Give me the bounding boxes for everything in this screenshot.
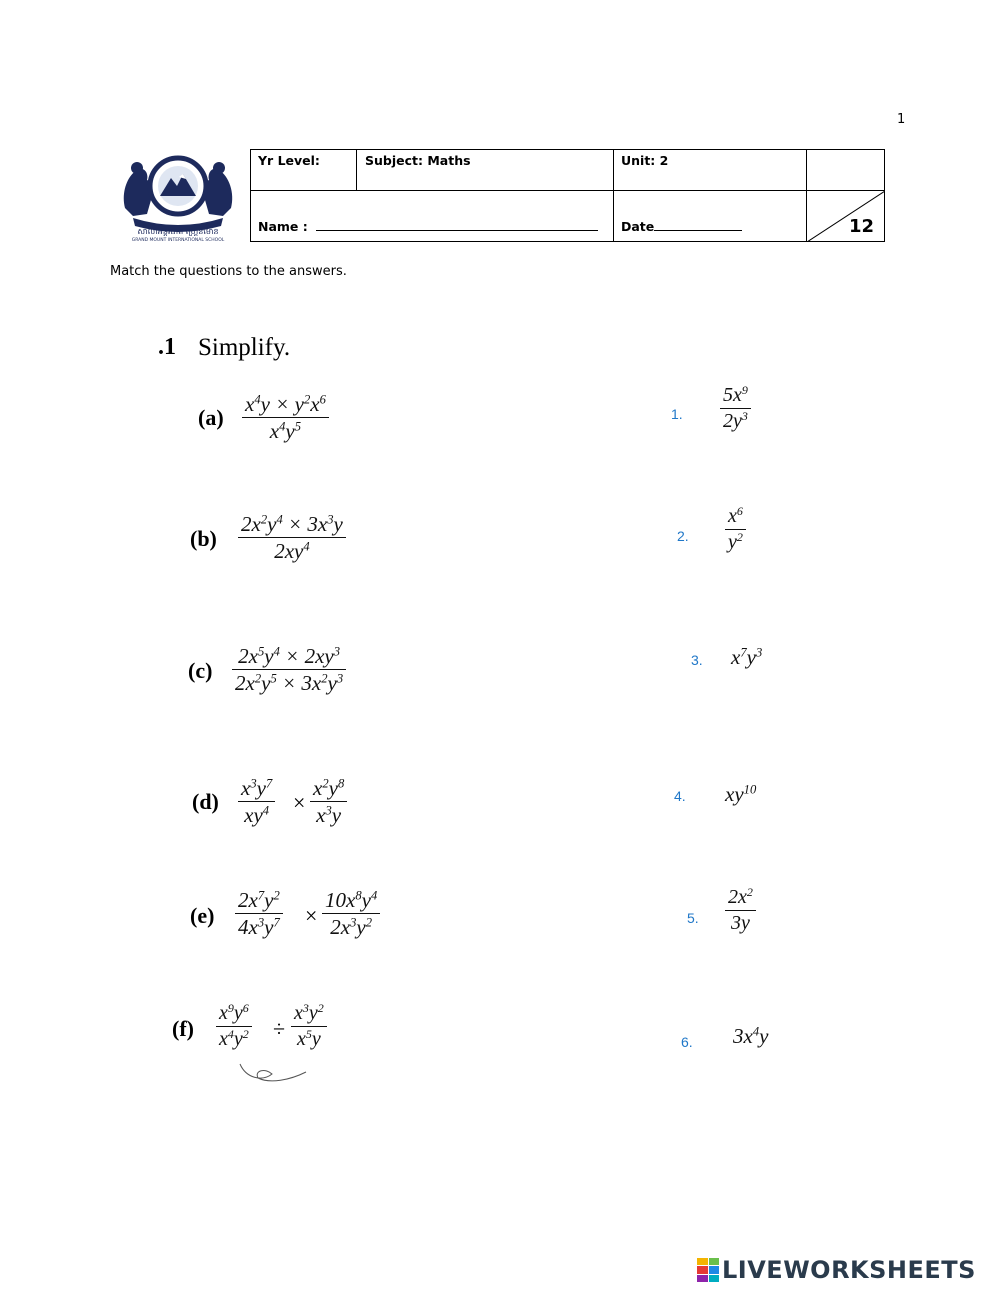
- liveworksheets-brand: [697, 1256, 976, 1284]
- answer-4-number: 4.: [674, 788, 686, 804]
- answer-4-expression[interactable]: $xy^{10}$: [725, 782, 757, 806]
- school-name-khmer: សាលាអន្តរជាតិ ហ្គ្រេនម៉ោន: [137, 227, 219, 236]
- answer-2-expression[interactable]: $x^6$ $y^2$: [725, 506, 746, 553]
- score-total: 12: [848, 216, 874, 237]
- date-label: Date: [621, 219, 655, 234]
- question-d-fraction-1[interactable]: $x^3y^7$ $xy^4$: [238, 777, 275, 826]
- question-c-expression[interactable]: $2x^5y^4 \times 2xy^3$ $2x^2y^5 \times 3x^2y^3$: [232, 645, 346, 694]
- answer-3-expression[interactable]: $x^7y^3$: [731, 645, 763, 669]
- answer-1-number: 1.: [671, 406, 683, 422]
- school-logo: [113, 148, 243, 246]
- name-field[interactable]: [316, 220, 598, 231]
- subject-label: Subject: Maths: [365, 153, 471, 168]
- divide-sign: ÷: [273, 1016, 286, 1041]
- question-d-label: (d): [192, 789, 219, 814]
- instruction-text: Match the questions to the answers.: [110, 264, 347, 279]
- liveworksheets-logo-icon: [697, 1258, 719, 1282]
- question-e-fraction-1[interactable]: $2x^7y^2$ $4x^3y^7$: [235, 889, 283, 938]
- question-b-label: (b): [190, 526, 217, 551]
- question-e-label: (e): [190, 903, 215, 928]
- question-b-expression[interactable]: $2x^2y^4 \times 3x^3y$ $2xy^4$: [238, 513, 346, 562]
- date-field[interactable]: [654, 220, 742, 231]
- multiply-sign: ×: [293, 790, 306, 815]
- school-name-english: GRAND MOUNT INTERNATIONAL SCHOOL: [131, 238, 225, 243]
- question-e-fraction-2[interactable]: $10x^8y^4$ $2x^3y^2$: [322, 889, 380, 938]
- answer-3-number: 3.: [691, 652, 703, 668]
- question-a-expression[interactable]: $x^4y \times y^2x^6$ $x^4y^5$: [242, 393, 329, 442]
- answer-6-expression[interactable]: $3x^4y$: [733, 1024, 769, 1048]
- header-table: [250, 149, 885, 242]
- question-f-fraction-1[interactable]: $x^9y^6$ $x^4y^2$: [216, 1003, 252, 1050]
- question-a-label: (a): [198, 405, 224, 430]
- name-label: Name :: [258, 219, 308, 234]
- answer-2-number: 2.: [677, 528, 689, 544]
- question-f-fraction-2[interactable]: $x^3y^2$ $x^5y$: [291, 1003, 327, 1050]
- exercise-number: .1: [158, 334, 176, 360]
- yr-level-label: Yr Level:: [258, 153, 320, 168]
- answer-1-expression[interactable]: $5x^9$ $2y^3$: [720, 385, 751, 432]
- multiply-sign: ×: [305, 903, 318, 928]
- answer-5-expression[interactable]: $2x^2$ 3y: [725, 887, 756, 934]
- question-f-label: (f): [172, 1016, 194, 1041]
- answer-6-number: 6.: [681, 1034, 693, 1050]
- unit-label: Unit: 2: [621, 153, 669, 168]
- question-d-fraction-2[interactable]: $x^2y^8$ $x^3y$: [310, 777, 347, 826]
- brand-name: LIVEWORKSHEETS: [722, 1256, 976, 1284]
- answer-5-number: 5.: [687, 910, 699, 926]
- pencil-scribble: [236, 1058, 311, 1084]
- exercise-title: Simplify.: [198, 334, 291, 361]
- page-number: 1: [897, 112, 906, 127]
- question-c-label: (c): [188, 658, 213, 683]
